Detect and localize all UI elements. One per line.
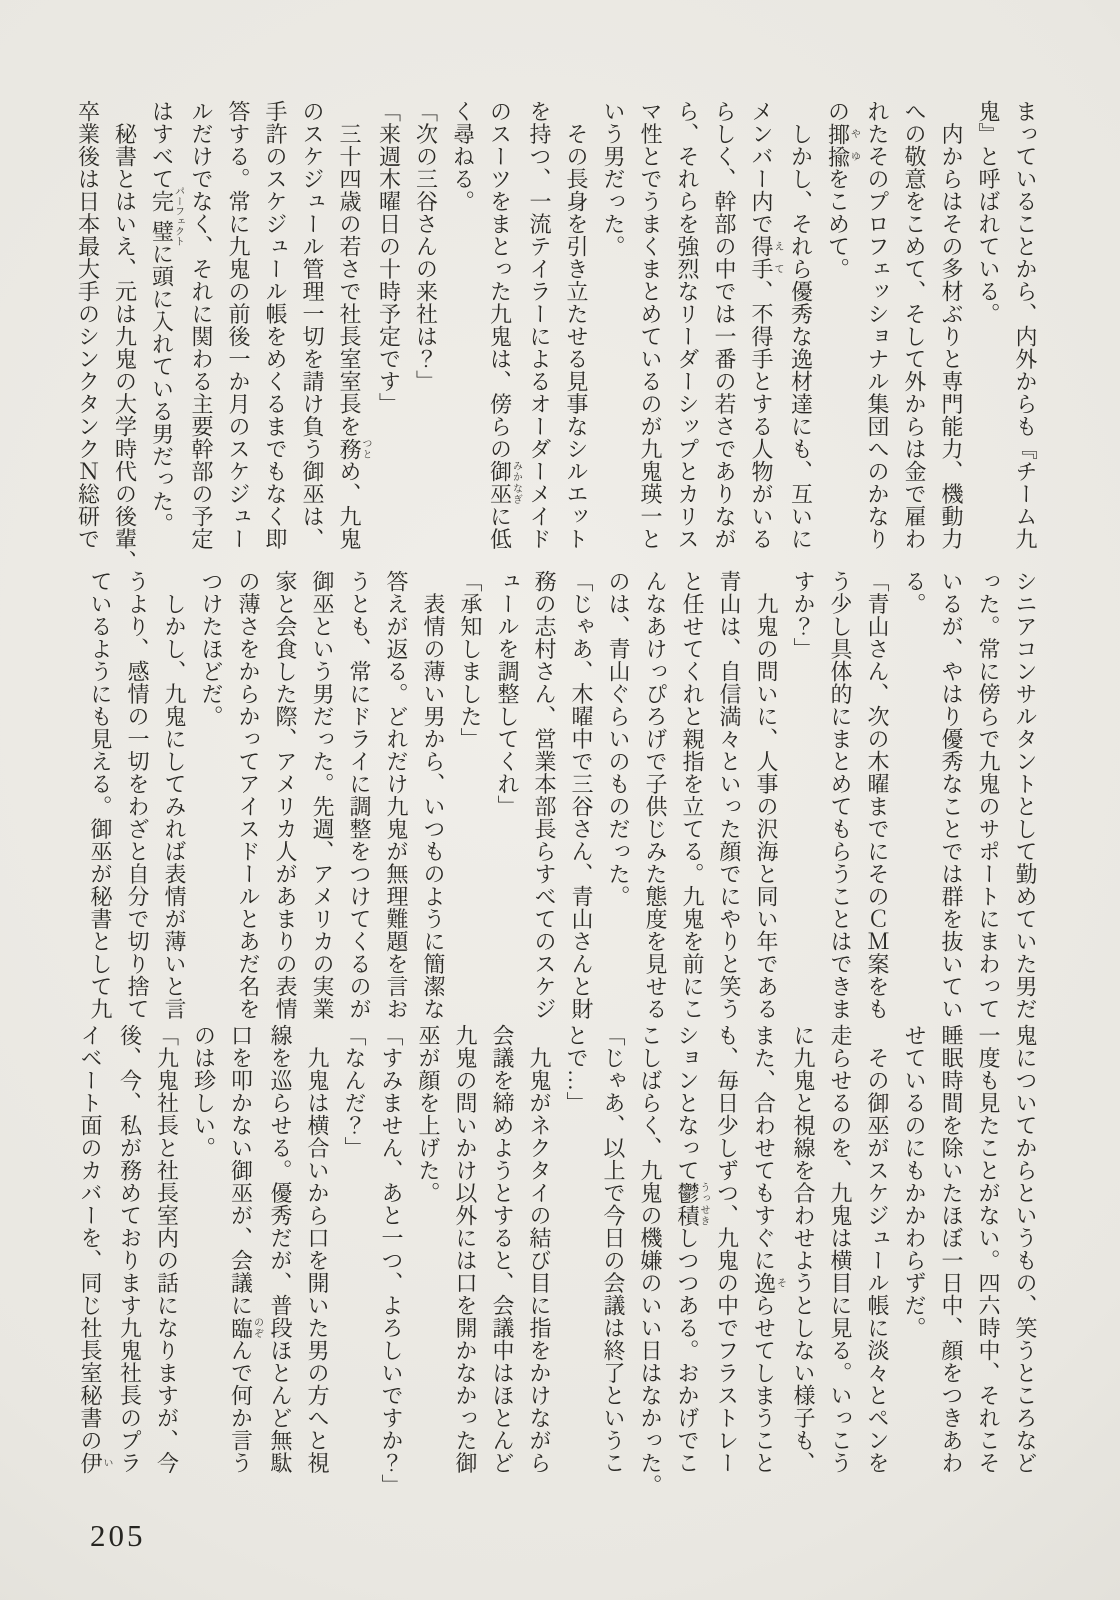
text-column: 青山は、自信満々といった顔でにやりと笑う (717, 570, 742, 1020)
text-column: シニアコンサルタントとして勤めていた男だ (1013, 570, 1038, 1020)
text-column: 表情の薄い男から、いつものように簡潔な (421, 570, 446, 1020)
text-column: 「じゃあ、以上で今日の会議は終了というこ (601, 1024, 626, 1474)
text-column: ルだけでなく、それに関わる主要幹部の予定 (189, 100, 214, 550)
text-column: 巫が顔を上げた。 (416, 1024, 441, 1204)
text-column: いう男だった。 (601, 100, 626, 258)
text-column: のスーツをまとった九鬼は、傍らの御巫みかなぎに低 (487, 100, 522, 550)
text-column: 口を叩かない御巫が、会議に臨のぞんで何か言う (228, 1024, 263, 1474)
text-column: つけたほどだ。 (199, 570, 224, 728)
text-band-bottom (72, 1024, 1044, 1497)
text-column: 九鬼がネクタイの結び目に指をかけながら (527, 1024, 552, 1474)
text-column: の薄さをからかってアイスドールとあだ名を (236, 570, 261, 1020)
text-column: と任せてくれと親指を立てる。九鬼を前にこ (680, 570, 705, 1020)
text-column: 睡眠時間を除いたほぼ一日中、顔をつきあわ (939, 1024, 964, 1474)
text-column: る。 (902, 570, 927, 615)
text-column: はすべて完璧パーフェクトに頭に入れている男だった。 (149, 100, 184, 535)
text-column: 卒業後は日本最大手のシンクタンクＮ総研で (75, 100, 101, 550)
text-column: のスケジュール管理一切を請け負う御巫は、 (300, 100, 325, 550)
text-column: ら、それらを強烈なリーダーシップとカリス (675, 100, 700, 550)
text-column: 「すみません、あと一つ、よろしいですか？」 (379, 1024, 404, 1497)
text-column: イベート面のカバーを、同じ社長室秘書の伊い (78, 1024, 112, 1474)
text-column: しかし、それら優秀な逸材達にも、互いに (788, 100, 814, 550)
text-column: 九鬼の問いかけ以外には口を開かなかった御 (453, 1024, 478, 1474)
text-column: 走らせるのを、九鬼は横目に見る。いっこう (828, 1024, 853, 1474)
text-column: 務の志村さん、営業本部長らすべてのスケジ (532, 570, 557, 1020)
text-column: のは、青山ぐらいのものだった。 (606, 570, 631, 908)
text-column: 「九鬼社長と社長室内の話になりますが、今 (154, 1024, 180, 1474)
text-column: まっていることから、内外からも『チーム九 (1013, 100, 1038, 550)
text-column: 九鬼は横合いから口を開いた男の方へと視 (305, 1024, 330, 1474)
text-column: 答えが返る。どれだけ九鬼が無理難題を言お (384, 570, 409, 1020)
text-column: うとも、常にドライに調整をつけてくるのが (347, 570, 372, 1020)
text-column: 鬼』と呼ばれている。 (976, 100, 1001, 325)
text-column: メンバー内で得手えて、不得手とする人物がいる (749, 100, 783, 550)
text-band-middle (82, 570, 1044, 1020)
text-column: その御巫がスケジュール帳に淡々とペンを (865, 1024, 890, 1474)
text-column: とで…」 (564, 1024, 589, 1114)
page-number: 205 (90, 1518, 146, 1553)
text-column: れたそのプロフェッショナル集団へのかなり (865, 100, 890, 550)
text-column: ているようにも見える。御巫が秘書として九 (88, 570, 113, 1020)
text-column: を持つ、一流テイラーによるオーダーメイド (527, 100, 552, 550)
text-column: に九鬼と視線を合わせようとしない様子も、 (791, 1024, 816, 1474)
text-column: ションとなって鬱積うっせきしつつある。おかげでこ (675, 1024, 709, 1474)
text-column: のは珍しい。 (191, 1024, 217, 1159)
text-column: いるが、やはり優秀なことでは群を抜いてい (939, 570, 964, 1020)
text-column: んなあけっぴろげで子供じみた態度を見せる (643, 570, 668, 1020)
text-column: らしく、幹部の中では一番の若さでありなが (712, 100, 737, 550)
text-column: こしばらく、九鬼の機嫌のいい日はなかった。 (638, 1024, 663, 1497)
text-column: マ性とでうまくまとめているのが九鬼瑛一と (638, 100, 663, 550)
text-column: 秘書とはいえ、元は九鬼の大学時代の後輩、 (112, 100, 138, 573)
text-column: 「じゃあ、木曜中で三谷さん、青山さんと財 (569, 570, 594, 1020)
text-column: った。常に傍らで九鬼のサポートにまわって (976, 570, 1001, 1020)
text-column: 家と会食した際、アメリカ人があまりの表情 (273, 570, 298, 1020)
text-column: せているのにもかかわらずだ。 (902, 1024, 927, 1339)
text-column: 御巫という男だった。先週、アメリカの実業 (310, 570, 335, 1020)
text-column: その長身を引き立たせる見事なシルエット (564, 100, 589, 550)
text-column: も、毎日少しずつ、九鬼の中でフラストレー (714, 1024, 740, 1474)
text-column: 一度も見たことがない。四六時中、それこそ (976, 1024, 1001, 1474)
text-column: 「来週木曜日の十時予定です」 (376, 100, 402, 415)
text-column: 九鬼の問いに、人事の沢海と同い年である (754, 570, 779, 1020)
text-column: の揶揄やゆをこめて。 (825, 100, 860, 280)
text-column: また、合わせてもすぐに逸そらせてしまうこと (751, 1024, 786, 1474)
text-column: 鬼についてからというもの、笑うところなど (1013, 1024, 1038, 1474)
text-band-top (70, 100, 1045, 573)
text-column: すか？」 (791, 570, 816, 660)
text-column: 三十四歳の若さで社長室室長を務つとめ、九鬼 (337, 100, 371, 550)
text-column: 「次の三谷さんの来社は？」 (413, 100, 439, 393)
text-column: 「青山さん、次の木曜までにそのＣＭ案をも (865, 570, 890, 1020)
text-column: う少し具体的にまとめてもらうことはできま (828, 570, 853, 1020)
text-column: 「なんだ？」 (342, 1024, 367, 1159)
text-column: 手許のスケジュール帳をめくるまでもなく即 (263, 100, 288, 550)
text-column: 「承知しました」 (458, 570, 483, 750)
text-column: く尋ねる。 (450, 100, 476, 213)
text-column: しかし、九鬼にしてみれば表情が薄いと言 (162, 570, 187, 1020)
text-column: うより、感情の一切をわざと自分で切り捨て (125, 570, 150, 1020)
text-column: への敬意をこめて、そして外からは金で雇わ (902, 100, 927, 550)
text-column: 線を巡らせる。優秀だが、普段ほとんど無駄 (268, 1024, 293, 1474)
text-column: 後、今、私が務めております九鬼社長のプラ (117, 1024, 143, 1474)
text-column: 会議を締めようとすると、会議中はほとんど (490, 1024, 515, 1474)
text-column: ュールを調整してくれ」 (495, 570, 520, 818)
text-column: 内からはその多材ぶりと専門能力、機動力 (939, 100, 964, 550)
text-column: 答する。常に九鬼の前後一か月のスケジュー (226, 100, 251, 550)
